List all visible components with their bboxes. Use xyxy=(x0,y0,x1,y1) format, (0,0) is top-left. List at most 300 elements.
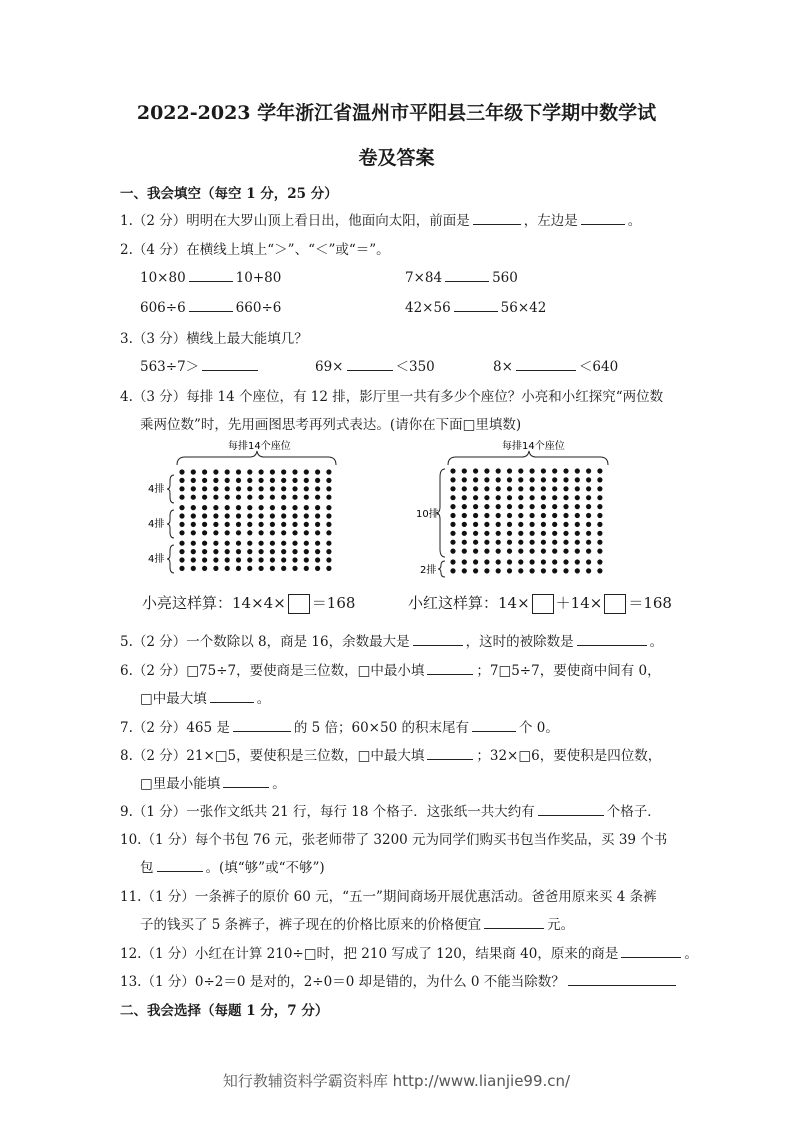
seat-dot xyxy=(496,522,501,527)
seat-dot xyxy=(507,486,512,491)
seat-dot xyxy=(518,513,523,518)
seat-dot xyxy=(575,486,580,491)
seat-dot xyxy=(586,540,591,545)
row-label: 4排 xyxy=(148,484,165,495)
question-1 xyxy=(120,209,641,229)
seat-dot xyxy=(259,469,264,474)
seat-dot xyxy=(450,513,455,518)
seat-dot xyxy=(507,513,512,518)
seat-dot xyxy=(292,530,297,535)
seat-dot xyxy=(326,566,331,571)
seat-dot xyxy=(191,469,196,474)
dot-grid xyxy=(179,469,331,571)
seat-dot xyxy=(247,522,252,527)
seat-dot xyxy=(484,522,489,527)
seat-dot xyxy=(247,505,252,510)
seat-dot xyxy=(473,540,478,545)
caption-text: ＝168 xyxy=(311,594,356,612)
answer-blank[interactable] xyxy=(568,972,676,986)
seat-dot xyxy=(518,568,523,573)
answer-blank[interactable] xyxy=(189,268,233,282)
q2-row2-left xyxy=(140,298,281,316)
answer-blank[interactable] xyxy=(472,718,516,732)
q6-text: ；7□5÷7，要使商中间有 0， xyxy=(476,663,661,679)
q2-expr: 10×80 xyxy=(140,270,186,286)
seat-dot xyxy=(496,495,501,500)
seat-dot xyxy=(541,513,546,518)
seat-dot xyxy=(202,469,207,474)
seat-dot xyxy=(270,486,275,491)
seat-dot xyxy=(281,495,286,500)
seat-dot xyxy=(586,486,591,491)
seat-dot xyxy=(575,549,580,554)
seat-dot xyxy=(304,530,309,535)
seat-dot xyxy=(326,478,331,483)
seat-dot xyxy=(213,469,218,474)
seat-dot xyxy=(484,477,489,482)
seat-dot xyxy=(450,549,455,554)
seat-dot xyxy=(552,513,557,518)
seat-dot xyxy=(247,557,252,562)
q3-part-b xyxy=(315,355,435,375)
seat-dot xyxy=(462,495,467,500)
seat-dot xyxy=(552,540,557,545)
seat-dot xyxy=(552,549,557,554)
seat-dot xyxy=(292,505,297,510)
q2-expr: 42×56 xyxy=(405,300,451,316)
seat-dot xyxy=(259,530,264,535)
seat-dot xyxy=(202,505,207,510)
seat-dot xyxy=(247,478,252,483)
seat-dot xyxy=(236,513,241,518)
seat-dot xyxy=(225,478,230,483)
seat-dot xyxy=(597,513,602,518)
q2-expr: 560 xyxy=(492,270,518,286)
seat-dot xyxy=(236,495,241,500)
seat-dot xyxy=(473,513,478,518)
seat-dot xyxy=(202,495,207,500)
seat-dot xyxy=(530,477,535,482)
seat-dot xyxy=(315,478,320,483)
seat-dot xyxy=(518,477,523,482)
answer-blank[interactable] xyxy=(577,632,647,646)
seat-dot xyxy=(450,495,455,500)
question-6 xyxy=(120,659,661,679)
seat-dot xyxy=(304,522,309,527)
seat-dot xyxy=(541,486,546,491)
seat-dot xyxy=(292,566,297,571)
seat-dot xyxy=(259,557,264,562)
seat-dot xyxy=(518,549,523,554)
q2-expr: 660÷6 xyxy=(235,300,282,316)
seat-dot xyxy=(518,540,523,545)
row-label: 4排 xyxy=(148,519,165,530)
seat-dot xyxy=(496,468,501,473)
seat-dot xyxy=(484,486,489,491)
answer-blank[interactable] xyxy=(413,632,463,646)
seat-dot xyxy=(236,469,241,474)
seat-dot xyxy=(563,468,568,473)
seat-dot xyxy=(225,486,230,491)
dot-grid xyxy=(450,468,602,573)
seat-dot xyxy=(236,541,241,546)
seat-dot xyxy=(326,522,331,527)
seat-dot xyxy=(450,568,455,573)
seat-dot xyxy=(270,478,275,483)
answer-blank[interactable] xyxy=(538,802,604,816)
seat-dot xyxy=(473,559,478,564)
seat-dot xyxy=(247,566,252,571)
seat-dot xyxy=(315,522,320,527)
question-3: 3.（3 分）横线上最大能填几？ xyxy=(120,331,308,347)
question-11-cont xyxy=(140,913,574,933)
seat-dot xyxy=(326,549,331,554)
seat-dot xyxy=(541,504,546,509)
seat-dot xyxy=(541,549,546,554)
question-11: 11.（1 分）一条裤子的原价 60 元，“五一”期间商场开展优惠活动。爸爸用原来买 4 条裤 xyxy=(120,889,657,905)
question-10: 10.（1 分）每个书包 76 元，张老师带了 3200 元为同学们购买书包当作奖品，买 39 个书 xyxy=(120,832,668,848)
seat-dot xyxy=(179,513,184,518)
seat-dot xyxy=(225,469,230,474)
seat-dot xyxy=(552,486,557,491)
answer-box[interactable] xyxy=(532,594,554,614)
q8-text: □里最小能填 xyxy=(140,776,221,792)
seat-dot xyxy=(236,478,241,483)
seat-dot xyxy=(315,566,320,571)
seat-dot xyxy=(530,513,535,518)
seat-dot xyxy=(563,477,568,482)
seat-dot xyxy=(281,469,286,474)
seat-dot xyxy=(586,513,591,518)
seat-dot xyxy=(259,541,264,546)
seat-dot xyxy=(575,513,580,518)
seat-dot xyxy=(597,531,602,536)
seat-dot xyxy=(247,486,252,491)
seat-dot xyxy=(179,549,184,554)
answer-blank[interactable] xyxy=(427,746,473,760)
seat-dot xyxy=(586,477,591,482)
seat-dot xyxy=(270,541,275,546)
seat-dot xyxy=(496,477,501,482)
seat-dot xyxy=(552,495,557,500)
seat-dot xyxy=(191,557,196,562)
seat-dot xyxy=(552,504,557,509)
seat-dot xyxy=(270,495,275,500)
seat-dot xyxy=(450,540,455,545)
seat-dot xyxy=(281,566,286,571)
question-13 xyxy=(120,970,679,990)
seat-dot xyxy=(563,513,568,518)
seat-dot xyxy=(473,468,478,473)
seat-dot xyxy=(530,549,535,554)
seat-dot xyxy=(530,495,535,500)
q3-part-c xyxy=(493,355,618,375)
seat-dot xyxy=(270,530,275,535)
seat-dot xyxy=(575,522,580,527)
seat-dot xyxy=(563,568,568,573)
q3-expr: 8× xyxy=(493,359,513,375)
answer-box[interactable] xyxy=(604,594,626,614)
q5-text: 。 xyxy=(649,634,664,650)
seat-dot xyxy=(462,568,467,573)
seat-dot xyxy=(281,513,286,518)
seat-dot xyxy=(304,505,309,510)
row-label-10: 10排 xyxy=(416,509,439,520)
q2-row1-left xyxy=(140,268,281,286)
seat-dot xyxy=(304,495,309,500)
seat-dot xyxy=(552,559,557,564)
q2-row2-right xyxy=(405,298,546,316)
seat-dot xyxy=(507,540,512,545)
seat-dot xyxy=(304,557,309,562)
seat-dot xyxy=(563,486,568,491)
seat-dot xyxy=(597,504,602,509)
seat-dot xyxy=(179,566,184,571)
seat-dot xyxy=(191,505,196,510)
answer-blank[interactable] xyxy=(210,689,254,703)
q5-text: 5.（2 分）一个数除以 8，商是 16，余数最大是 xyxy=(120,634,410,650)
answer-blank[interactable] xyxy=(454,298,498,312)
seat-dot xyxy=(315,505,320,510)
seat-dot xyxy=(292,469,297,474)
q8-text: ；32×□6，要使积是四位数， xyxy=(476,748,662,764)
seat-dot xyxy=(563,540,568,545)
seat-dot xyxy=(450,486,455,491)
seat-dot xyxy=(225,566,230,571)
page-title-line2: 卷及答案 xyxy=(358,147,435,169)
seat-dot xyxy=(270,469,275,474)
q9-text: 个格子． xyxy=(606,804,661,820)
seat-dot xyxy=(225,522,230,527)
seat-dot xyxy=(259,495,264,500)
seat-dot xyxy=(326,541,331,546)
seat-dot xyxy=(507,531,512,536)
seat-dot xyxy=(597,568,602,573)
seat-dot xyxy=(259,566,264,571)
seat-dot xyxy=(191,495,196,500)
seat-dot xyxy=(179,530,184,535)
seat-dot xyxy=(225,557,230,562)
left-brace-2 xyxy=(167,510,174,538)
q6-text: 6.（2 分）□75÷7，要使商是三位数，□中最小填 xyxy=(120,663,425,679)
seat-dot xyxy=(575,504,580,509)
answer-blank[interactable] xyxy=(445,268,489,282)
q3-expr: 69× xyxy=(315,359,344,375)
seat-dot xyxy=(292,495,297,500)
seat-dot xyxy=(191,478,196,483)
seat-dot xyxy=(213,513,218,518)
question-10-cont xyxy=(140,856,325,876)
seat-dot xyxy=(530,540,535,545)
seat-dot xyxy=(236,557,241,562)
seat-dot xyxy=(563,495,568,500)
seat-dot xyxy=(552,477,557,482)
seat-dot xyxy=(530,559,535,564)
seat-dot xyxy=(191,513,196,518)
answer-blank[interactable] xyxy=(516,357,576,371)
q1-text-a: 1.（2 分）明明在大罗山顶上看日出，他面向太阳，前面是 xyxy=(120,213,470,229)
seat-dot xyxy=(563,522,568,527)
seat-dot xyxy=(597,559,602,564)
caption-text: ＋14× xyxy=(555,594,603,612)
question-8-cont xyxy=(140,772,286,792)
seat-dot xyxy=(473,568,478,573)
seat-dot xyxy=(473,477,478,482)
seat-dot xyxy=(473,522,478,527)
seat-dot xyxy=(315,541,320,546)
seat-dot xyxy=(575,540,580,545)
q7-text: 的 5 倍；60×50 的积末尾有 xyxy=(293,720,469,736)
answer-blank[interactable] xyxy=(157,858,203,872)
q5-text: ，这时的被除数是 xyxy=(465,634,574,650)
seat-dot xyxy=(597,522,602,527)
seat-dot xyxy=(304,469,309,474)
seat-dot xyxy=(292,478,297,483)
seat-dot xyxy=(496,486,501,491)
answer-blank[interactable] xyxy=(427,661,473,675)
seat-dot xyxy=(179,557,184,562)
seat-dot xyxy=(326,557,331,562)
seat-dot xyxy=(202,522,207,527)
seat-dot xyxy=(292,541,297,546)
seat-dot xyxy=(315,469,320,474)
seat-dot xyxy=(292,522,297,527)
seat-dot xyxy=(281,541,286,546)
row-label-2: 2排 xyxy=(420,565,437,576)
seat-dot xyxy=(530,522,535,527)
seat-dot xyxy=(586,531,591,536)
row-label: 4排 xyxy=(148,554,165,565)
seat-dot xyxy=(484,540,489,545)
seat-dot xyxy=(179,478,184,483)
answer-blank[interactable] xyxy=(484,915,544,929)
seat-dot xyxy=(225,513,230,518)
seat-dot xyxy=(179,541,184,546)
seat-dot xyxy=(597,540,602,545)
q10-text: 包 xyxy=(140,860,154,876)
answer-blank[interactable] xyxy=(347,357,393,371)
seat-dot xyxy=(597,486,602,491)
q3-expr: 563÷7＞ xyxy=(140,359,200,375)
seat-dot xyxy=(518,468,523,473)
q2-expr: 7×84 xyxy=(405,270,443,286)
seat-dot xyxy=(259,513,264,518)
seat-dot xyxy=(586,559,591,564)
seat-dot xyxy=(496,531,501,536)
seat-dot xyxy=(179,522,184,527)
answer-blank[interactable] xyxy=(223,774,269,788)
left-brace-3 xyxy=(167,545,174,573)
answer-blank[interactable] xyxy=(189,298,233,312)
seat-dot xyxy=(270,557,275,562)
seat-dot xyxy=(225,549,230,554)
seat-dot xyxy=(518,559,523,564)
seat-dot xyxy=(484,513,489,518)
q12-text: 。 xyxy=(684,946,698,962)
answer-blank[interactable] xyxy=(581,211,625,225)
seat-dot xyxy=(191,530,196,535)
q9-text: 9.（1 分）一张作文纸共 21 行，每行 18 个格子．这张纸一共大约有 xyxy=(120,804,535,820)
seat-dot xyxy=(326,495,331,500)
caption-text: 小亮这样算：14×4× xyxy=(142,594,286,612)
q2-expr: 606÷6 xyxy=(140,300,186,316)
seat-dot xyxy=(541,531,546,536)
seat-dot xyxy=(496,549,501,554)
seat-dot xyxy=(462,531,467,536)
dot-array-right xyxy=(408,435,668,585)
seat-dot xyxy=(541,495,546,500)
seat-dot xyxy=(270,505,275,510)
seat-dot xyxy=(202,478,207,483)
seat-dot xyxy=(191,549,196,554)
seat-dot xyxy=(496,513,501,518)
figure-left xyxy=(140,435,370,615)
seat-dot xyxy=(575,468,580,473)
seat-dot xyxy=(450,468,455,473)
question-2: 2.（4 分）在横线上填上“＞”、“＜”或“＝”。 xyxy=(120,242,390,258)
seat-dot xyxy=(213,557,218,562)
seat-dot xyxy=(518,495,523,500)
seat-dot xyxy=(563,549,568,554)
seat-dot xyxy=(450,504,455,509)
answer-blank[interactable] xyxy=(233,718,291,732)
seat-dot xyxy=(462,486,467,491)
q8-text: 。 xyxy=(272,776,286,792)
answer-blank[interactable] xyxy=(202,357,258,371)
seat-dot xyxy=(530,568,535,573)
fig-right-caption xyxy=(408,592,672,614)
q2-row1-right xyxy=(405,268,518,286)
caption-text: ＝168 xyxy=(628,594,672,612)
seat-dot xyxy=(236,566,241,571)
seat-dot xyxy=(202,557,207,562)
answer-blank[interactable] xyxy=(473,211,521,225)
seat-dot xyxy=(484,531,489,536)
seat-dot xyxy=(259,505,264,510)
seat-dot xyxy=(247,469,252,474)
q7-text: 个 0。 xyxy=(518,720,559,736)
seat-dot xyxy=(507,559,512,564)
seat-dot xyxy=(304,549,309,554)
seat-dot xyxy=(507,568,512,573)
seat-dot xyxy=(247,541,252,546)
seat-dot xyxy=(563,504,568,509)
q1-text-b: ，左边是 xyxy=(523,213,578,229)
answer-blank[interactable] xyxy=(621,944,681,958)
caption-text: 小红这样算：14× xyxy=(408,594,530,612)
seat-dot xyxy=(541,568,546,573)
top-brace xyxy=(448,451,608,465)
seat-dot xyxy=(315,495,320,500)
seat-dot xyxy=(270,522,275,527)
q6-text: □中最大填 xyxy=(140,691,207,707)
seat-dot xyxy=(292,486,297,491)
seat-dot xyxy=(326,469,331,474)
seat-dot xyxy=(179,469,184,474)
seat-dot xyxy=(518,504,523,509)
seat-dot xyxy=(575,531,580,536)
question-4-line1: 4.（3 分）每排 14 个座位，有 12 排，影厅里一共有多少个座位？小亮和小红探究“两位数 xyxy=(120,389,664,405)
seat-dot xyxy=(473,531,478,536)
seat-dot xyxy=(496,568,501,573)
seat-dot xyxy=(225,505,230,510)
seat-dot xyxy=(530,504,535,509)
seat-dot xyxy=(530,468,535,473)
seat-dot xyxy=(563,531,568,536)
answer-box[interactable] xyxy=(288,594,310,614)
seat-dot xyxy=(213,541,218,546)
q1-text-c: 。 xyxy=(627,213,642,229)
